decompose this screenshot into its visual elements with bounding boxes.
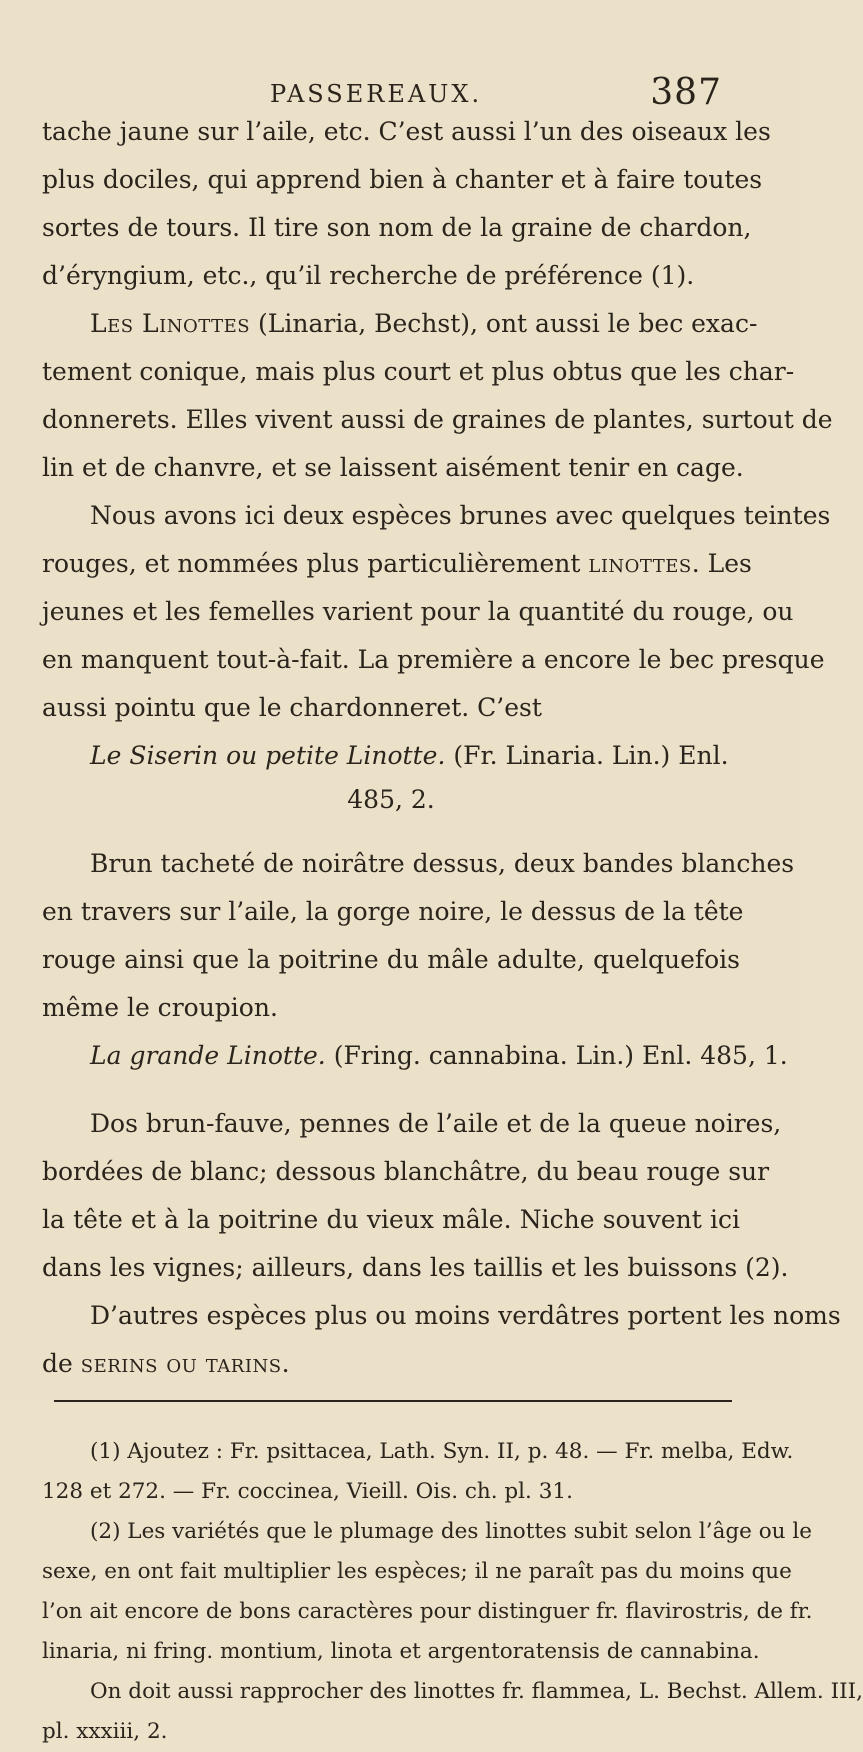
text-line: rouge ainsi que la poitrine du mâle adulte, quelquefois — [42, 945, 740, 974]
text-line: Dos brun-fauve, pennes de l’aile et de la queue noires, — [90, 1109, 782, 1138]
footnote-line: 128 et 272. — Fr. coccinea, Vieill. Ois. ch. pl. 31. — [42, 1479, 573, 1504]
text-line: en manquent tout-à-fait. La première a encore le bec presque — [42, 645, 825, 674]
species-latin: (Fring. cannabina. Lin.) Enl. 485, 1. — [333, 1041, 788, 1070]
text-line: même le croupion. — [42, 993, 278, 1022]
paragraph-two-species — [42, 492, 831, 732]
species-entry-siserin — [42, 732, 795, 1032]
species-heading — [42, 732, 740, 780]
text-line — [42, 540, 752, 588]
text-line — [42, 1340, 740, 1388]
species-name: Le Siserin ou petite Linotte. — [90, 741, 446, 770]
page-body — [42, 108, 863, 1752]
footnote-line: sexe, en ont fait multiplier les espèces; il ne paraît pas du moins que — [42, 1559, 792, 1584]
species-name: La grande Linotte. — [90, 1041, 326, 1070]
text-line: jeunes et les femelles varient pour la quantité du rouge, ou — [42, 597, 794, 626]
footnote-line: linaria, ni fring. montium, linota et argentoratensis de cannabina. — [42, 1639, 760, 1664]
text-run: . — [281, 1349, 290, 1378]
smallcaps-term: serins ou tarins — [80, 1349, 282, 1378]
footnote-line: pl. xxxiii, 2. — [42, 1719, 168, 1744]
footnote-line: l’on ait encore de bons caractères pour distinguer fr. flavirostris, de fr. — [42, 1599, 813, 1624]
smallcaps-term: linottes — [588, 549, 692, 578]
text-run: . Les — [691, 549, 752, 578]
footnote-line: (2) Les variétés que le plumage des linottes subit selon l’âge ou le — [90, 1519, 812, 1544]
text-line: D’autres espèces plus ou moins verdâtres portent les noms — [90, 1301, 841, 1330]
species-heading — [42, 1032, 788, 1080]
footnotes — [42, 1432, 863, 1752]
text-line: la tête et à la poitrine du vieux mâle. Niche souvent ici — [42, 1205, 740, 1234]
text-line: plus dociles, qui apprend bien à chanter et à faire toutes — [42, 165, 763, 194]
text-line — [42, 300, 758, 348]
species-entry-grande-linotte — [42, 1032, 841, 1388]
species-plate: 485, 2. — [347, 785, 435, 814]
page-number: 387 — [650, 72, 722, 113]
text-run: (Linaria, Bechst), ont aussi le bec exac- — [250, 309, 758, 338]
running-head: PASSEREAUX. — [270, 80, 483, 108]
text-line: sortes de tours. Il tire son nom de la graine de chardon, — [42, 213, 752, 242]
species-latin: (Fr. Linaria. Lin.) Enl. — [453, 741, 729, 770]
text-line: Nous avons ici deux espèces brunes avec quelques teintes — [90, 501, 831, 530]
text-line: bordées de blanc; dessous blanchâtre, du beau rouge sur — [42, 1157, 770, 1186]
text-line: dans les vignes; ailleurs, dans les taillis et les buissons (2). — [42, 1253, 789, 1282]
text-line: aussi pointu que le chardonneret. C’est — [42, 693, 542, 722]
text-line: Brun tacheté de noirâtre dessus, deux bandes blanches — [90, 849, 795, 878]
text-line: tement conique, mais plus court et plus obtus que les char- — [42, 357, 795, 386]
text-line: tache jaune sur l’aile, etc. C’est aussi l’un des oiseaux les — [42, 117, 771, 146]
text-line: d’éryngium, etc., qu’il recherche de préférence (1). — [42, 261, 695, 290]
smallcaps-term: Les Linottes — [90, 309, 251, 338]
footnote-line: (1) Ajoutez : Fr. psittacea, Lath. Syn. II, p. 48. — Fr. melba, Edw. — [90, 1439, 794, 1464]
footnote-line: On doit aussi rapprocher des linottes fr. flammea, L. Bechst. Allem. III, — [90, 1679, 863, 1704]
footnote-divider — [54, 1400, 732, 1402]
paragraph-goldfinch — [42, 108, 771, 300]
text-line: lin et de chanvre, et se laissent aisément tenir en cage. — [42, 453, 744, 482]
text-run: rouges, et nommées plus particulièrement — [42, 549, 589, 578]
text-run: de — [42, 1349, 81, 1378]
text-line: donnerets. Elles vivent aussi de graines de plantes, surtout de — [42, 405, 833, 434]
paragraph-linottes — [42, 300, 833, 492]
text-line: en travers sur l’aile, la gorge noire, le dessus de la tête — [42, 897, 744, 926]
